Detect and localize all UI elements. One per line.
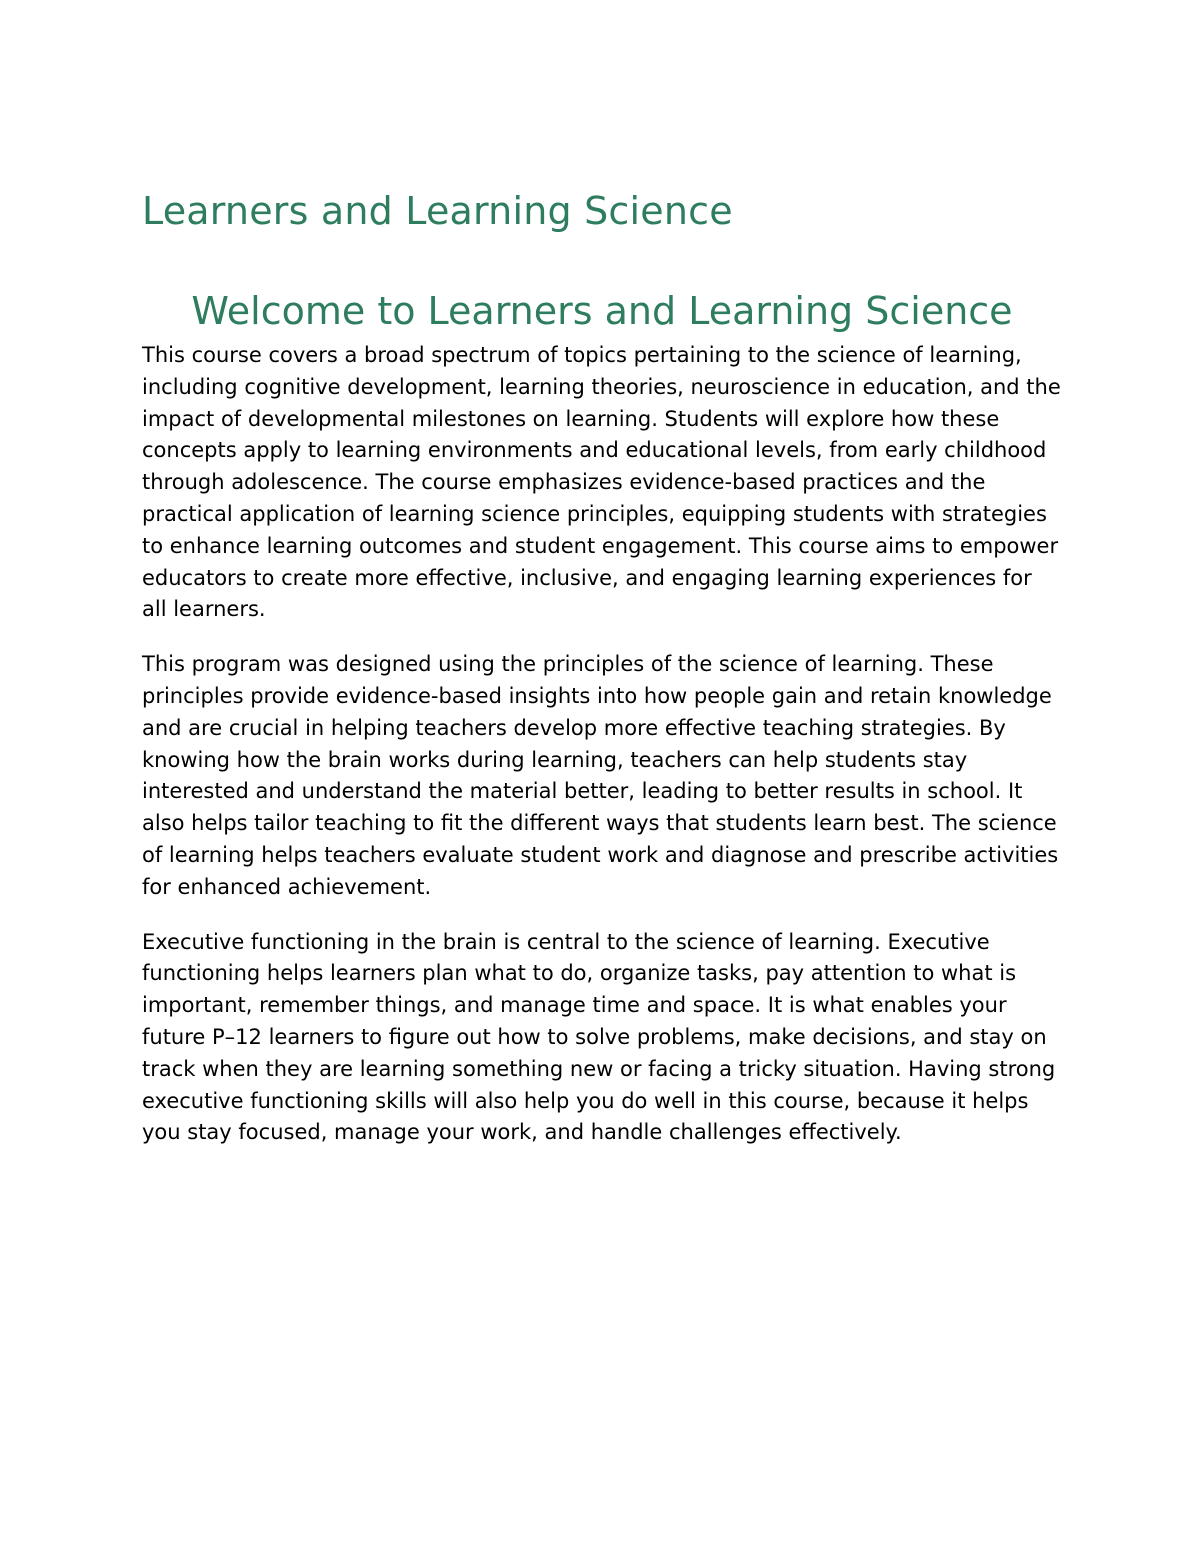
paragraph-executive-functioning: Executive functioning in the brain is central to the science of learning. Executive functioning helps learners plan what to do, organize tasks, pay attention to what is important, remember things, and manage time and space. It is what enables your future P–12 learners to figure out how to solve problems, make decisions, and stay on track when they are learning something new or facing a tricky situation. Having strong executive functioning skills will also help you do well in this course, because it helps you stay focused, manage your work, and handle challenges effectively. [142, 929, 1056, 1145]
paragraph-course-overview: This course covers a broad spectrum of topics pertaining to the science of learning, including cognitive development, learning theories, neuroscience in education, and the impact of developmental milestones on learning. Students will explore how these concepts apply to learning environments and educational levels, from early childhood through adolescence. The course emphasizes evidence-based practices and the practical application of learning science principles, equipping students with strategies to enhance learning outcomes and student engagement. This course aims to empower educators to create more effective, inclusive, and engaging learning experiences for all learners. [142, 343, 1061, 622]
welcome-heading: Welcome to Learners and Learning Science [191, 289, 1013, 333]
body-text [142, 340, 1062, 1149]
document-title: Learners and Learning Science [142, 189, 733, 233]
document-content [142, 186, 1062, 1149]
paragraph-program-design: This program was designed using the principles of the science of learning. These principles provide evidence-based insights into how people gain and retain knowledge and are crucial in helping teachers develop more effective teaching strategies. By knowing how the brain works during learning, teachers can help students stay interested and understand the material better, leading to better results in school. It also helps tailor teaching to fit the different ways that students learn best. The science of learning helps teachers evaluate student work and diagnose and prescribe activities for enhanced achievement. [142, 652, 1059, 899]
